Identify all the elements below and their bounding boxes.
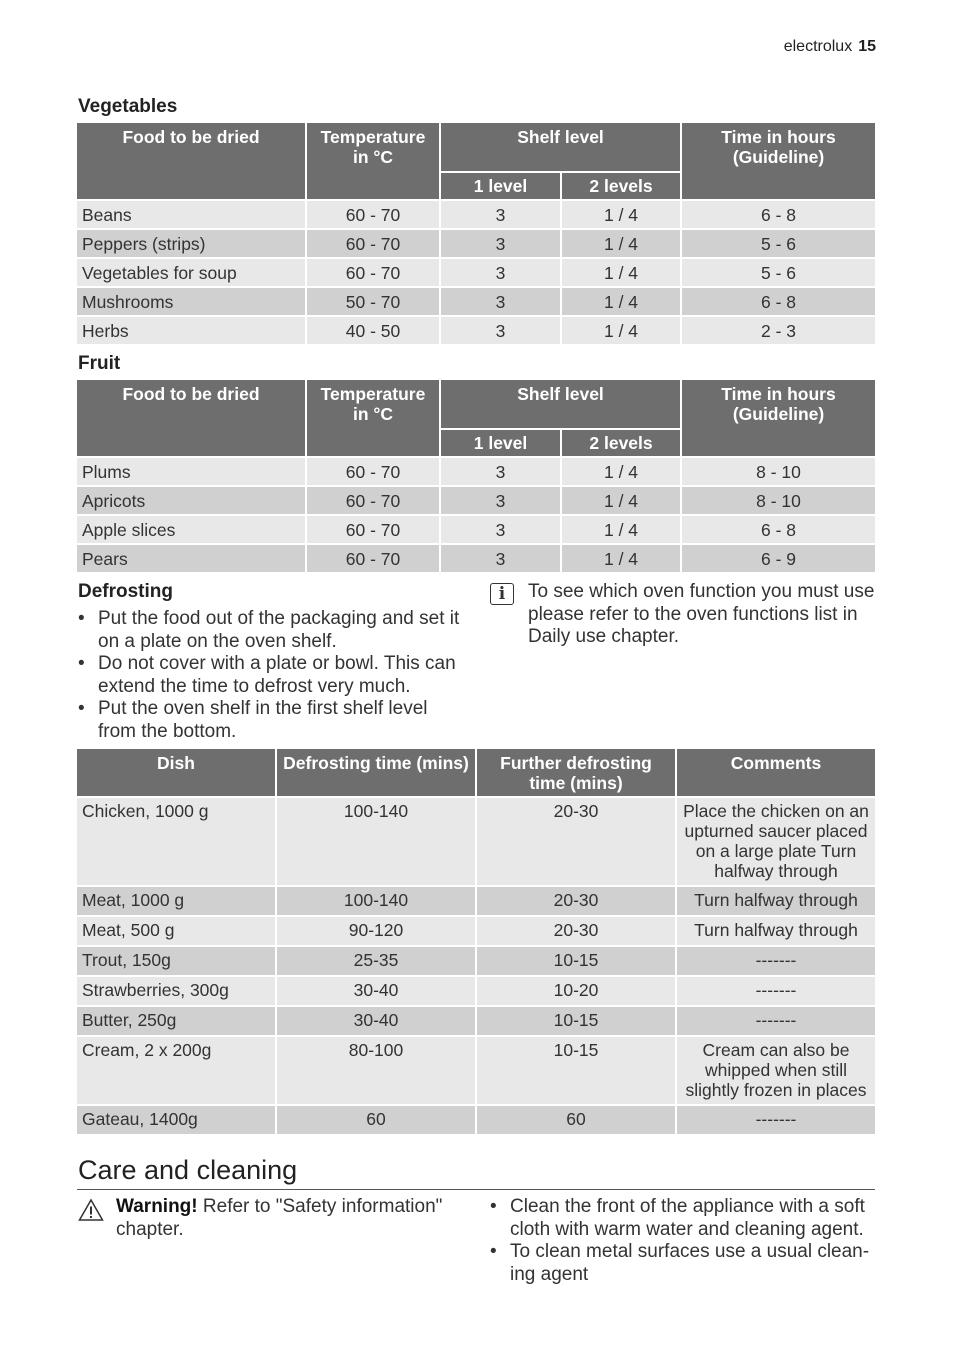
table-cell: Trout, 150g xyxy=(77,946,276,976)
defrosting-bullets xyxy=(78,608,470,743)
vegetables-table xyxy=(77,123,875,346)
table-cell: 30-40 xyxy=(276,976,476,1006)
table-row xyxy=(77,1105,875,1135)
table-cell: 2 - 3 xyxy=(681,316,875,345)
table-cell: Peppers (strips) xyxy=(77,229,306,258)
list-item: • To clean metal surfaces use a usual clean-ing agent xyxy=(490,1241,878,1286)
fruit-title: Fruit xyxy=(78,353,121,374)
table-row xyxy=(77,976,875,1006)
table-cell: 3 xyxy=(440,258,561,287)
table-cell: 90-120 xyxy=(276,916,476,946)
col-comments: Comments xyxy=(676,749,875,797)
col-shelf-2: 2 levels xyxy=(561,429,681,457)
table-cell: 3 xyxy=(440,486,561,515)
table-cell: 100-140 xyxy=(276,886,476,916)
section-divider xyxy=(77,1189,875,1190)
warning-text xyxy=(116,1196,468,1241)
page-number: 15 xyxy=(858,38,876,55)
table-cell: Pears xyxy=(77,544,306,573)
table-row xyxy=(77,486,875,515)
col-further-defrosting-time: Further defrosting time (mins) xyxy=(476,749,676,797)
table-cell: Strawberries, 300g xyxy=(77,976,276,1006)
table-cell: 10-20 xyxy=(476,976,676,1006)
table-cell: Apricots xyxy=(77,486,306,515)
table-row xyxy=(77,1006,875,1036)
list-item: • Do not cover with a plate or bowl. This can extend the time to defrost very much. xyxy=(78,653,470,698)
table-cell: ------- xyxy=(676,1006,875,1036)
table-row xyxy=(77,1036,875,1105)
table-cell: Herbs xyxy=(77,316,306,345)
table-cell: 20-30 xyxy=(476,886,676,916)
table-cell: 25-35 xyxy=(276,946,476,976)
table-cell: 80-100 xyxy=(276,1036,476,1105)
col-shelf-1: 1 level xyxy=(440,429,561,457)
table-cell: 60 xyxy=(276,1105,476,1135)
col-shelf-2: 2 levels xyxy=(561,172,681,200)
page-header xyxy=(784,38,876,56)
table-cell: 6 - 8 xyxy=(681,515,875,544)
table-cell: 8 - 10 xyxy=(681,486,875,515)
table-cell: 1 / 4 xyxy=(561,316,681,345)
table-row xyxy=(77,229,875,258)
table-cell: 60 - 70 xyxy=(306,486,440,515)
table-cell: Beans xyxy=(77,200,306,229)
table-cell: Turn halfway through xyxy=(676,916,875,946)
col-shelf-level: Shelf level xyxy=(440,123,681,172)
table-cell: Apple slices xyxy=(77,515,306,544)
table-cell: 1 / 4 xyxy=(561,229,681,258)
col-time: Time in hours (Guideline) xyxy=(681,380,875,457)
warning-label: Warning! xyxy=(116,1196,198,1217)
care-bullets xyxy=(490,1196,878,1286)
table-cell: 30-40 xyxy=(276,1006,476,1036)
col-food: Food to be dried xyxy=(77,380,306,457)
table-row xyxy=(77,316,875,345)
table-cell: 100-140 xyxy=(276,797,476,886)
table-row xyxy=(77,258,875,287)
table-cell: 20-30 xyxy=(476,797,676,886)
table-cell: 1 / 4 xyxy=(561,486,681,515)
table-cell: 10-15 xyxy=(476,1036,676,1105)
table-row xyxy=(77,457,875,486)
table-cell: 6 - 8 xyxy=(681,287,875,316)
list-item: • Clean the front of the appliance with a soft cloth with warm water and cleaning agent. xyxy=(490,1196,878,1241)
table-cell: 50 - 70 xyxy=(306,287,440,316)
col-food: Food to be dried xyxy=(77,123,306,200)
table-cell: 3 xyxy=(440,287,561,316)
table-cell: ------- xyxy=(676,946,875,976)
table-cell: 1 / 4 xyxy=(561,200,681,229)
fruit-table xyxy=(77,380,875,574)
info-note xyxy=(490,581,880,649)
table-cell: Butter, 250g xyxy=(77,1006,276,1036)
table-cell: ------- xyxy=(676,1105,875,1135)
col-defrosting-time: Defrosting time (mins) xyxy=(276,749,476,797)
table-cell: 3 xyxy=(440,200,561,229)
table-cell: Chicken, 1000 g xyxy=(77,797,276,886)
brand-name: electrolux xyxy=(783,38,853,55)
table-cell: Turn halfway through xyxy=(676,886,875,916)
table-cell: 3 xyxy=(440,515,561,544)
table-cell: 60 - 70 xyxy=(306,515,440,544)
vegetables-title: Vegetables xyxy=(78,96,178,117)
table-cell: 40 - 50 xyxy=(306,316,440,345)
col-temperature: Temperature in °C xyxy=(306,380,440,457)
warning-message: Refer to "Safety information" chapter. xyxy=(116,1196,443,1240)
warning-triangle-icon xyxy=(78,1198,104,1222)
table-cell: 5 - 6 xyxy=(681,258,875,287)
vegetables-body xyxy=(77,200,875,345)
table-row xyxy=(77,515,875,544)
defrosting-body xyxy=(77,797,875,1135)
table-cell: 1 / 4 xyxy=(561,515,681,544)
list-item: • Put the oven shelf in the first shelf level from the bottom. xyxy=(78,698,470,743)
table-cell: 3 xyxy=(440,229,561,258)
fruit-body xyxy=(77,457,875,573)
col-shelf-1: 1 level xyxy=(440,172,561,200)
info-text: To see which oven function you must use please refer to the oven functions list in Daily use chapter. xyxy=(528,581,875,647)
table-cell: 1 / 4 xyxy=(561,287,681,316)
table-cell: 3 xyxy=(440,316,561,345)
info-icon: i xyxy=(490,583,514,605)
table-row xyxy=(77,946,875,976)
table-cell: Gateau, 1400g xyxy=(77,1105,276,1135)
table-row xyxy=(77,886,875,916)
table-cell: 10-15 xyxy=(476,1006,676,1036)
table-row xyxy=(77,544,875,573)
table-row xyxy=(77,200,875,229)
table-cell: ------- xyxy=(676,976,875,1006)
table-cell: Meat, 500 g xyxy=(77,916,276,946)
defrosting-table xyxy=(77,749,875,1136)
col-dish: Dish xyxy=(77,749,276,797)
table-cell: 60 - 70 xyxy=(306,200,440,229)
table-cell: Meat, 1000 g xyxy=(77,886,276,916)
col-time: Time in hours (Guideline) xyxy=(681,123,875,200)
table-cell: 5 - 6 xyxy=(681,229,875,258)
table-cell: 6 - 8 xyxy=(681,200,875,229)
table-cell: 10-15 xyxy=(476,946,676,976)
table-cell: 1 / 4 xyxy=(561,544,681,573)
table-cell: 60 - 70 xyxy=(306,258,440,287)
col-temperature: Temperature in °C xyxy=(306,123,440,200)
table-cell: Cream can also be whipped when still slightly frozen in places xyxy=(676,1036,875,1105)
table-cell: 60 - 70 xyxy=(306,229,440,258)
table-cell: Cream, 2 x 200g xyxy=(77,1036,276,1105)
list-item: • Put the food out of the packaging and set it on a plate on the oven shelf. xyxy=(78,608,470,653)
table-cell: Vegetables for soup xyxy=(77,258,306,287)
table-cell: 20-30 xyxy=(476,916,676,946)
table-cell: 60 xyxy=(476,1105,676,1135)
defrosting-title: Defrosting xyxy=(78,581,173,602)
warning-note xyxy=(78,1196,468,1241)
table-cell: 60 - 70 xyxy=(306,544,440,573)
table-cell: Mushrooms xyxy=(77,287,306,316)
table-row xyxy=(77,916,875,946)
table-cell: Plums xyxy=(77,457,306,486)
care-title: Care and cleaning xyxy=(78,1155,298,1185)
table-cell: 1 / 4 xyxy=(561,457,681,486)
table-row xyxy=(77,797,875,886)
table-cell: 8 - 10 xyxy=(681,457,875,486)
table-cell: 60 - 70 xyxy=(306,457,440,486)
table-cell: 6 - 9 xyxy=(681,544,875,573)
table-cell: 3 xyxy=(440,457,561,486)
table-cell: 1 / 4 xyxy=(561,258,681,287)
table-cell: Place the chicken on an upturned saucer placed on a large plate Turn halfway through xyxy=(676,797,875,886)
table-cell: 3 xyxy=(440,544,561,573)
col-shelf-level: Shelf level xyxy=(440,380,681,429)
table-row xyxy=(77,287,875,316)
